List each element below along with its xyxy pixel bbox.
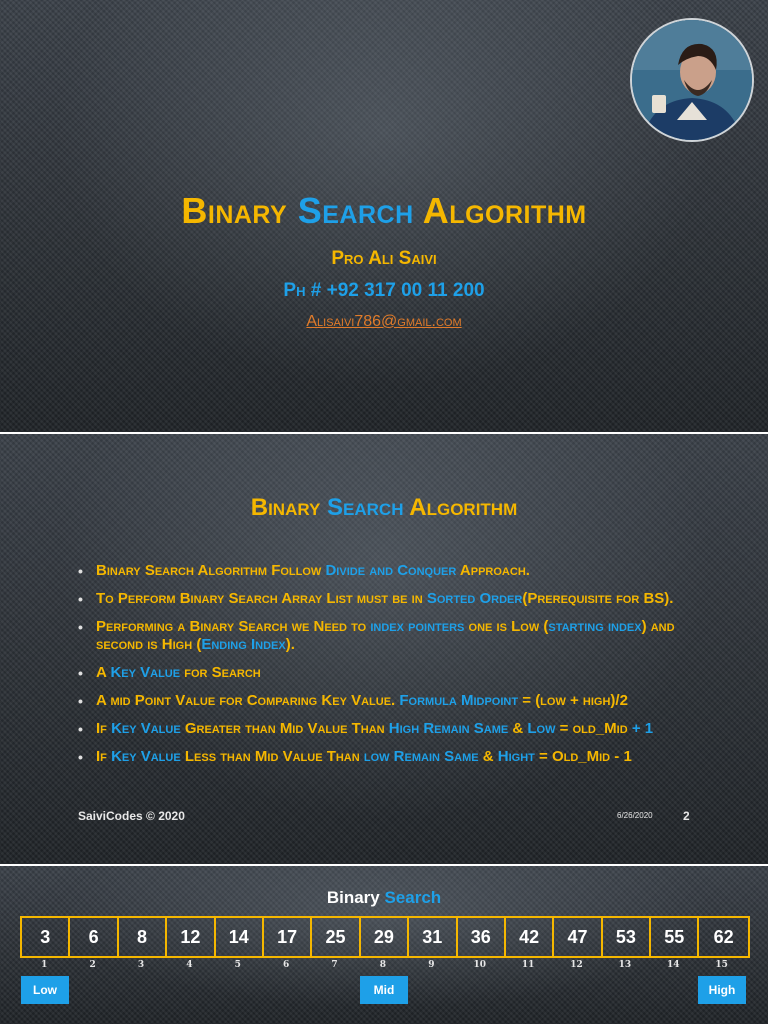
array-cell: 14 [216,918,264,956]
bullet-text-segment: Formula Midpoint [399,692,519,709]
array-cell: 55 [651,918,699,956]
phone-number: Ph # +92 317 00 11 200 [283,280,485,301]
index-row [20,960,746,970]
sorted-array [20,916,750,958]
array-index: 1 [41,960,48,970]
bullet-text-segment: A mid Point Value for Comparing Key Value. [96,692,400,709]
array-cell: 25 [312,918,360,956]
array-cell: 17 [264,918,312,956]
title-word-algorithm: Algorithm [413,190,587,231]
title-word-search: Search [327,494,404,521]
bullet-text-segment: Key Value [111,720,181,737]
array-index: 2 [89,960,96,970]
array-cell: 29 [361,918,409,956]
bullet-text-segment: (Prerequisite for BS). [522,590,674,607]
bullet-text-segment: Divide and Conquer [325,562,457,579]
footer-date: 6/26/2020 [617,811,653,820]
bullet-text-segment: starting index [548,618,642,635]
author-name: Pro Ali Saivi [331,248,437,269]
bullet-item [78,664,708,682]
array-cell: 8 [119,918,167,956]
bullet-text-segment: Performing a Binary Search we Need to [96,618,371,635]
bullet-text-segment: Less than Mid Value Than [180,748,364,765]
low-pointer-label: Low [21,976,69,1004]
title-slide [0,0,768,432]
bullet-text-segment: Approach. [456,562,530,579]
bullet-text-segment: index pointers [370,618,465,635]
bullet-text-segment: If [96,748,112,765]
array-index: 15 [715,960,728,970]
array-cell: 62 [713,926,734,947]
bullet-text-segment: Key Value [111,748,181,765]
title-word-binary: Binary [181,190,298,231]
bullet-text-segment: Low [527,720,556,737]
array-cell: 53 [603,918,651,956]
bullet-text-segment: To Perform Binary Search Array List must be in [96,590,427,607]
bullet-text-segment: one is Low ( [464,618,549,635]
bullet-item [78,692,708,710]
title-word-binary: Binary [326,888,385,907]
bullet-text-segment: + 1 [631,720,654,737]
bullet-list [78,562,708,776]
bullet-text-segment: = (low + high)/2 [518,692,628,709]
bullet-text-segment: Key Value [110,664,181,681]
slide3-title [0,888,768,908]
bullet-item [78,590,708,608]
array-cell: 31 [409,918,457,956]
author-photo [630,18,754,142]
array-index: 12 [570,960,583,970]
array-index: 4 [186,960,193,970]
bullet-text-segment: High Remain Same [388,720,509,737]
array-index: 10 [473,960,486,970]
array-cell: 3 [22,918,70,956]
slide2-title [0,494,768,522]
bullet-text-segment: Binary Search Algorithm Follow [96,562,326,579]
array-index: 6 [283,960,290,970]
bullet-text-segment: Greater than Mid Value Than [180,720,389,737]
array-index: 3 [137,960,145,970]
array-cell: 36 [458,918,506,956]
bullet-text-segment: = Old_Mid - 1 [534,748,632,765]
footer-page-number: 2 [683,809,690,823]
bullet-item [78,562,708,580]
bullet-item [78,748,708,766]
array-index: 9 [428,960,435,970]
bullet-text-segment: ). [285,636,295,653]
portrait-image [632,20,752,140]
bullet-text-segment: A [96,664,111,681]
title-word-search: Search [384,888,442,907]
email-link[interactable]: Alisaivi786@gmail.com [306,313,462,330]
bullet-text-segment: ) and second is High ( [96,618,675,653]
bullet-item [78,618,708,654]
bullet-text-segment: & [478,748,498,765]
array-index: 5 [234,960,241,970]
array-cell: 12 [167,918,215,956]
bullet-text-segment: for Search [180,664,261,681]
bullet-text-segment: & [508,720,528,737]
array-index: 14 [667,960,680,970]
slide1-title [0,190,768,232]
array-index: 11 [521,960,535,970]
title-word-search: Search [297,190,414,231]
bullet-text-segment: Hight [497,748,535,765]
bullet-text-segment: low Remain Same [363,748,479,765]
array-cell: 42 [506,918,554,956]
mid-pointer-label: Mid [360,976,408,1004]
bullet-text-segment: Ending Index [201,636,286,653]
array-index: 7 [331,960,338,970]
footer-copyright: SaiviCodes © 2020 [78,809,185,823]
bullet-item [78,720,708,738]
array-cell: 47 [554,918,602,956]
array-index: 8 [379,960,387,970]
array-cell: 6 [70,918,118,956]
array-index: 13 [618,960,632,970]
title-word-algorithm: Algorithm [403,494,518,521]
title-word-binary: Binary [250,494,328,521]
bullet-text-segment: = old_Mid [555,720,632,737]
high-pointer-label: High [698,976,746,1004]
array-slide [0,866,768,1024]
content-slide [0,434,768,864]
bullet-text-segment: Sorted Order [426,590,523,607]
bullet-text-segment: If [96,720,112,737]
